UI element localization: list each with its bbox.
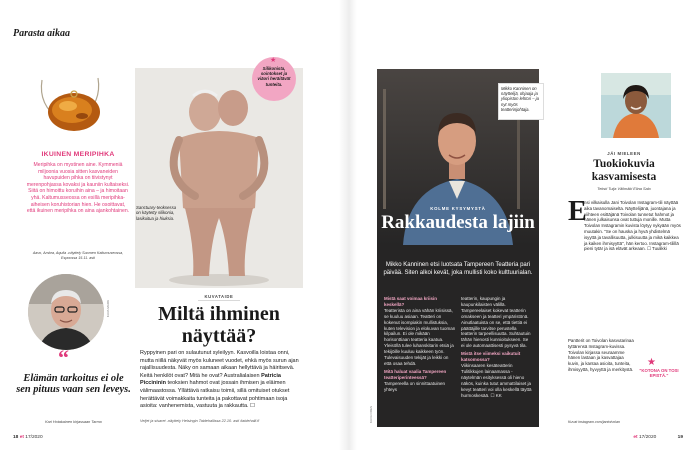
pull-quote: Elämän tarkoitus ei ole sen pituus vaan sen leveys. bbox=[16, 373, 131, 396]
answer: teatterin, kaupungin ja kaupunkilaisten välillä. Tampereelaiset kokevat teatterin omakseen ja teatteri ympäristönä. Ainutlaatuista on se, että tiettiä ei päättäjille tarvitse perustella teatterin tarpeellisuutta. Suhtautuin tähän hienosti kunnioitukseen. Se ei ole automaattisesti pysyvä tila. bbox=[461, 296, 531, 349]
brand-mark: et bbox=[19, 435, 24, 440]
author-portrait bbox=[28, 274, 104, 350]
answer: Teatterista on aina vähän kriisissä, se kuuluu asiaan. Teatteri on kokenut isompiakin mullistuksia, kuten television ja elokuvan tuoman kilpailun. Ei ole mikään horisonttiaan teatteria kaatua. Yleisöllä tulee luhanskitarin etsiä ja tekijöille kuuluu kaikkeen työn. Tulevaisuuden tekijät ja leikki on että osaa tehdä. bbox=[384, 307, 456, 366]
page-fold bbox=[339, 0, 357, 450]
issue-number: 17/2020 bbox=[25, 435, 43, 440]
interview-column-right bbox=[461, 296, 533, 398]
column-body: nsi vilkaisulla Jani Toivolan Instagram-tili näyttää aika tavanomaiselta. Näyttelijänä, juontajana ja viihteen esittäjänä Toivolan tunnetut hahmot ja hänen julkaisunsa ovat tuttuja monille. Mutta Toivolan Instagramin kuvista löytyy nykyään myös muutakin. "Se on hauska ja hyvä yhdistelmä isyyttä ja tavallisuutta, julkisuutta ja mikä kaikkea ja kaiken ihmisyyttä", hän kertoo. Instagram-tilillä pieni tytär ja isä elävät arkeaan. ☐ Tuulikki bbox=[584, 200, 681, 252]
exhibition-credit: Veljet ja sisaret -näyttely Helsingin Taidehallissa 22.10. asti /taidehalli.fi bbox=[140, 419, 260, 423]
question: Mistä itse viimeksi vaikutuit katsomossa? bbox=[461, 351, 521, 363]
pull-quote-callout: "KOTONA ON TOSI EPISTÄ." bbox=[639, 368, 679, 379]
question: Mistä saat voimaa kriisin keskellä? bbox=[384, 296, 438, 307]
amber-pendant-image bbox=[28, 70, 110, 140]
feature-photo-credit: KUVA ORES bbox=[369, 406, 373, 424]
star-icon: ★ bbox=[270, 56, 277, 64]
right-folio bbox=[633, 435, 683, 440]
drop-cap: E bbox=[568, 196, 587, 227]
article-body-text-2: teoksien hahmot ovat jossain ihmisen ja eläimen välimaastossa. Yllättävä ratkaisu toimii, sillä omituiset otukset herättävät voimakkaita tunteita ja pakottavat pohtimaan isoja asioita: vanhenemista, vastuuta ja rakkautta. ☐ bbox=[140, 380, 290, 410]
section-title: Parasta aikaa bbox=[13, 28, 70, 39]
meripihka-credit: Aavo, Ambra, Aquila -näyttely Suomen Kaltumuseossa, Espoossa 15.11. asti bbox=[32, 251, 124, 260]
brand-mark: et bbox=[633, 435, 638, 440]
page-number: 19 bbox=[677, 435, 683, 440]
article-title: Miltä ihminen näyttää? bbox=[158, 303, 280, 347]
column-byline: Teksti Tuija Välimäki Elina Salo bbox=[597, 186, 651, 191]
meripihka-heading: IKUINEN MERIPIHKA bbox=[41, 151, 115, 158]
photo-caption: Mikko Kanninen on näyttelijä, ohjaaja ja yliopiston lehtori – ja nyt myös teatterinjohtaja. bbox=[501, 86, 539, 112]
article-body bbox=[140, 350, 304, 411]
badge-text: Silikonista, sointokset ja viäori heräitävät tunteita. bbox=[257, 66, 291, 87]
divider bbox=[198, 300, 240, 301]
article-body-text: Ryppyinen pari on sulautunut syleilyyn. Kasvoilla loistaa onni, mutta niillä näkyvät myös kuluneet vuodet, ehkä myös surun ajan rajallisuudesta. Näky on samaan aikaan hellyttävä ja häiritsevä. Keitä henkilöt ovat? Mitä he ovat? Australialaisen bbox=[140, 350, 299, 379]
feature-title: Rakkaudesta lajiin bbox=[381, 212, 535, 233]
interview-column-left bbox=[384, 296, 456, 393]
quote-mark-icon: “ bbox=[58, 345, 69, 370]
portrait-photo-credit: KUVA MARK bbox=[106, 300, 110, 318]
page-number: 18 bbox=[13, 435, 19, 440]
jani-toivola-photo bbox=[601, 73, 671, 138]
quote-credit: Kari Hotakainen kirjassaan Tarmo bbox=[45, 420, 102, 424]
answer: Viikinsaaren kesäteatterin Tulitikkujen lainaamassa -näytelmän esityksessä oli hieno näkös, kuinka tutut ammattilaiset ja kevyt teatteri voi olla keskellä täyttä hurmoskesää. ☐ KK bbox=[461, 362, 532, 398]
feature-category-label: KOLME KYSYMYSTÄ bbox=[430, 206, 486, 211]
instagram-credit: Kuvat instagram.com/jantoivolan bbox=[568, 420, 620, 424]
category-label: KUVATAIDE bbox=[204, 294, 234, 299]
left-folio bbox=[13, 435, 43, 440]
meripihka-body: Meripihka on mystinen aine. Kymmeniä miljoonia vuosia sitten kasvaneiden havupuiden pihka on tiivistynyt merenpohjassa kovaksi ja kauniin kultaiseksi. Siitä on himoittu koruihin aina – ja himoitaan yhä. Kaltumusseossa on esillä meripihka-aiheisen koruhistorian hien. He osoittavat, että ikuinen meripihka on aina ajankohtainen. bbox=[26, 162, 130, 215]
column-body-continued: Pantterit on Toivolan kasvutarinaa tyttärensä Instagram-kuvissa. Toivolan kirjassa seuraamme hänen lastaan ja kasvattajaa kuvin, ja kantaa asioita, tunteita, ihmisyyttä, hyvyyttä ja merkitystä. bbox=[568, 338, 634, 372]
answer: Tampereella on sinnittaatuinen yhteys bbox=[384, 380, 446, 392]
column-title: Tuokiokuvia kasvamisesta bbox=[591, 158, 657, 183]
sculpture-photo bbox=[135, 68, 303, 288]
column-label: JÄI MIELEEN bbox=[607, 151, 641, 156]
artist-name: Patricia Piccininin bbox=[140, 372, 281, 387]
sculpture-caption: Sanctuary-teoksessa on käytetty silikonia, lasikuitua ja hiuksia. bbox=[136, 205, 177, 221]
question: Mitä haluat vaalia Tampereen teatteriperinteessä? bbox=[384, 368, 447, 380]
star-icon: ★ bbox=[647, 357, 656, 368]
issue-number: 17/2020 bbox=[638, 435, 657, 440]
feature-lede: Mikko Kanninen etsi luotsata Tampereen Teatteria pari päivää. Siten alkoi kevät, joka mullisti koko kulttuurialan. bbox=[383, 262, 533, 276]
